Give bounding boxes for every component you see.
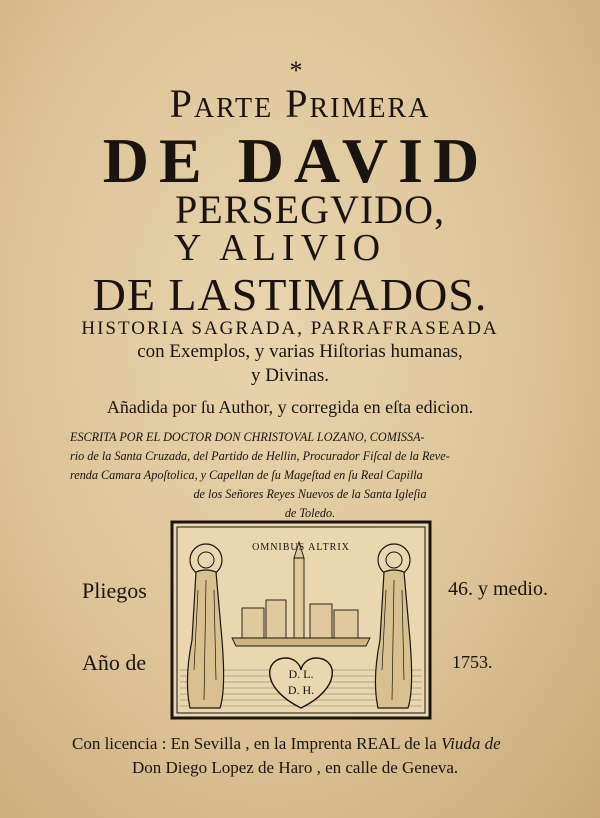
year-value: 1753.: [452, 652, 493, 672]
subtitle-line-1: HISTORIA SAGRADA, PARRAFRASEADA: [81, 318, 499, 339]
title-line-2: DE DAVID: [102, 125, 490, 196]
title-line-5: DE LASTIMADOS.: [92, 269, 488, 320]
author-line: rio de la Santa Cruzada, del Partido de Hellin, Procurador Fiſcal de la Reve-: [70, 449, 450, 463]
year-label: Año de: [82, 650, 147, 675]
cartouche-line-2: D. H.: [287, 683, 315, 697]
title-ornament: *: [289, 56, 303, 85]
author-line: de Toledo.: [284, 506, 336, 520]
imprint-line-1: [72, 734, 501, 754]
title-line-3: PERSEGVIDO,: [175, 187, 445, 232]
imprint-line-2: Don Diego Lopez de Haro , en calle de Geneva.: [132, 758, 459, 777]
title-line-4: Y ALIVIO: [173, 227, 387, 269]
author-line: renda Camara Apoſtolica, y Capellan de ſu Mageſtad en ſu Real Capilla: [70, 468, 423, 482]
author-block: [70, 428, 550, 523]
woodcut-motto: OMNIBUS ALTRIX: [252, 542, 350, 553]
title-line-1: Parte Primera: [169, 81, 431, 126]
imprint-line-1-italic: Viuda de: [441, 734, 501, 753]
subtitle-line-3: y Divinas.: [250, 365, 330, 386]
author-line: de los Señores Reyes Nuevos de la Santa Igleſia: [193, 487, 427, 501]
cartouche-line-1: D. L.: [288, 667, 314, 681]
subtitle-line-2: con Exemplos, y varias Hiſtorias humanas,: [137, 341, 463, 362]
pliegos-value: 46. y medio.: [448, 578, 548, 600]
imprint-line-1-roman: Con licencia : En Sevilla , en la Imprenta REAL de la: [72, 734, 442, 753]
edition-note: Añadida por ſu Author, y corregida en eſta edicion.: [106, 397, 474, 417]
printers-device-woodcut: [170, 520, 432, 720]
author-line: ESCRITA POR EL DOCTOR DON CHRISTOVAL LOZANO, COMISSA-: [70, 430, 425, 444]
pliegos-label: Pliegos: [82, 578, 147, 603]
